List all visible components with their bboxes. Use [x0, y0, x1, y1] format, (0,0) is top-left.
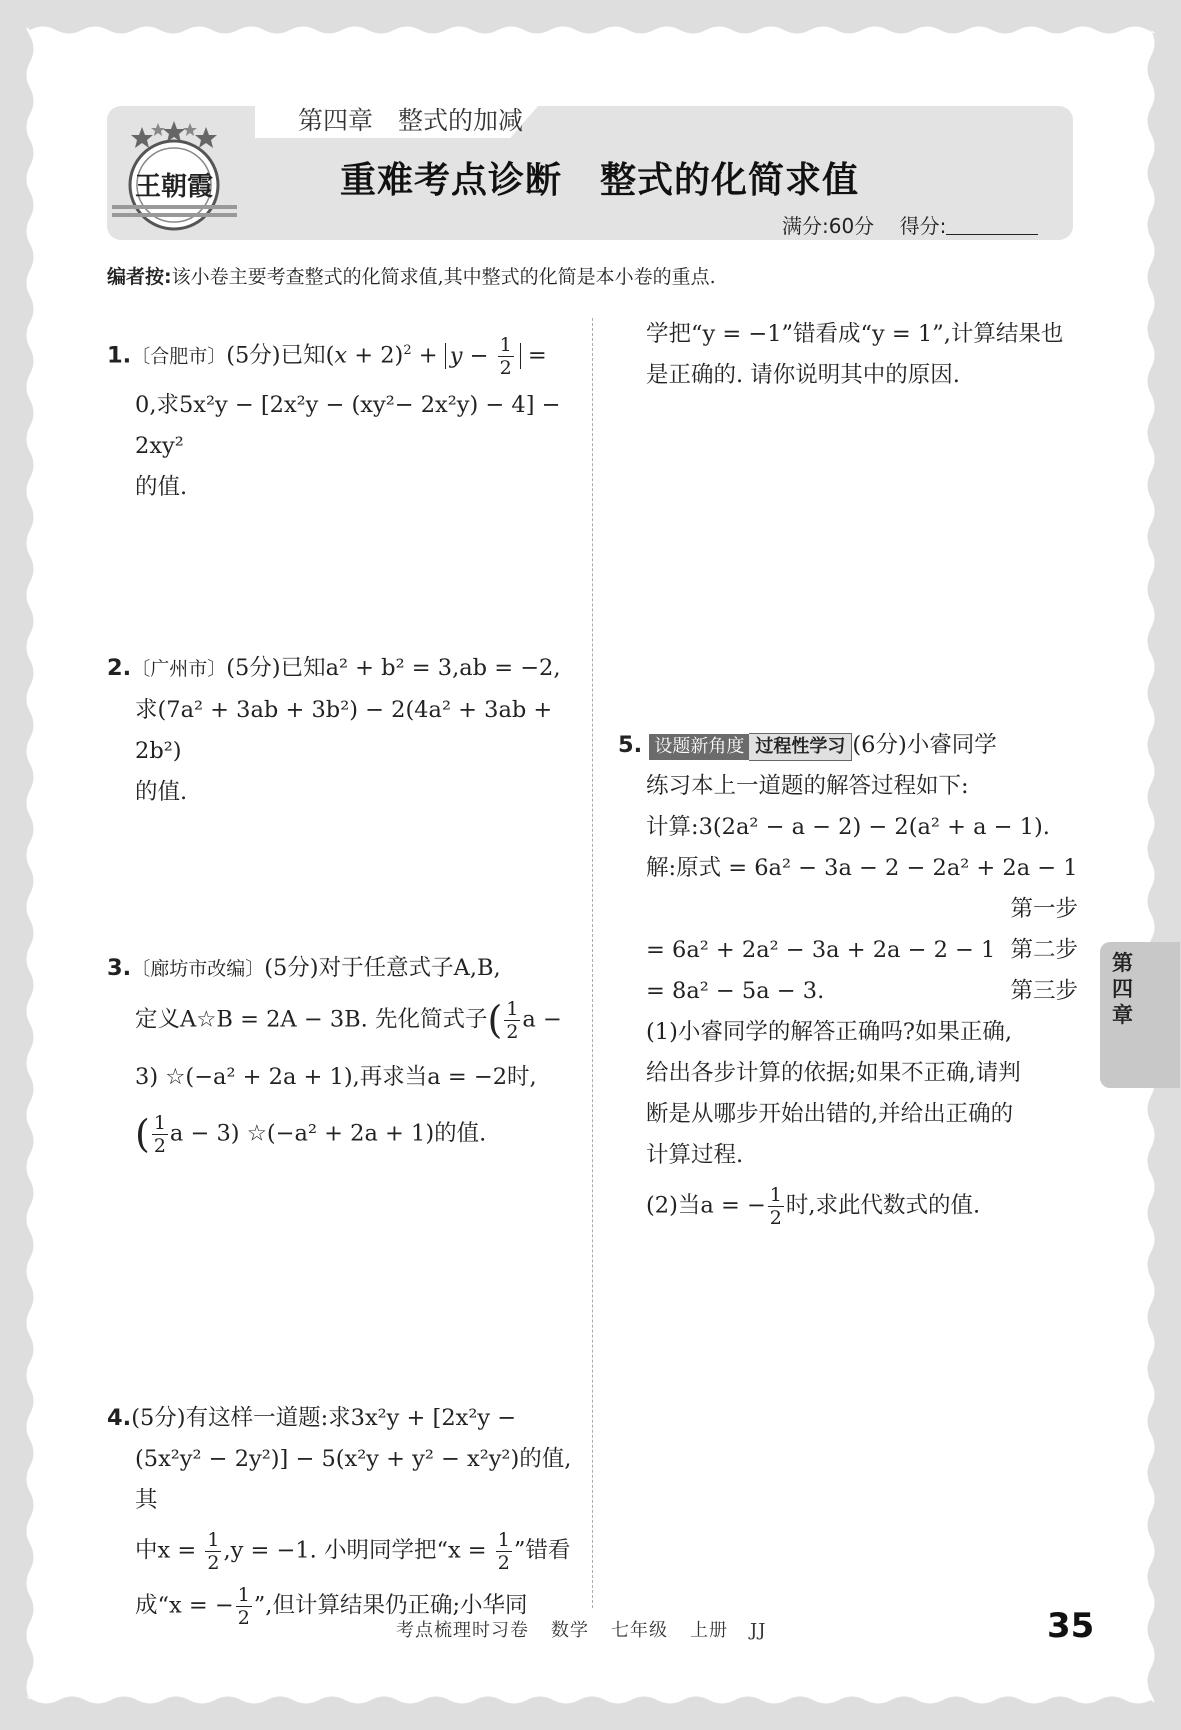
q3-text: a − 3) ☆(−a² + 2a + 1)的值.	[169, 1120, 487, 1147]
fraction	[496, 1529, 512, 1574]
q1-text: −	[462, 342, 496, 369]
fraction-den: 2	[769, 1207, 782, 1229]
score-blank	[946, 216, 1038, 235]
full-score: 满分:60分	[782, 214, 875, 238]
question-badge: 过程性学习	[749, 733, 852, 761]
fraction-num: 1	[506, 998, 519, 1020]
question-5	[618, 725, 1078, 1229]
question-number: 4.	[107, 1405, 132, 1431]
fraction-num: 1	[153, 1112, 166, 1134]
q2-text: 已知a² + b² = 3,ab = −2,	[280, 655, 561, 681]
q1-line: 的值.	[135, 474, 188, 500]
q5-line: 练习本上一道题的解答过程如下:	[646, 773, 969, 799]
q4-line: (5x²y² − 2y²)] − 5(x²y + y² − x²y²)的值,其	[135, 1446, 572, 1513]
question-number: 1.	[107, 342, 132, 369]
q3-text: a −	[522, 1006, 562, 1033]
chapter-side-label: 第四章	[1112, 951, 1133, 1027]
question-number: 2.	[107, 655, 132, 681]
q5-step-label: 第一步	[1010, 896, 1078, 922]
question-2	[107, 648, 577, 813]
question-number: 3.	[107, 955, 132, 981]
q5-line: 计算:3(2a² − a − 2) − 2(a² + a − 1).	[646, 814, 1050, 840]
fraction-num: 1	[237, 1584, 250, 1606]
q5-line: 断是从哪步开始出错的,并给出正确的	[646, 1101, 1014, 1127]
q4-line: 学把“y = −1”错看成“y = 1”,计算结果也	[646, 321, 1064, 347]
question-1: 1.〔合肥市〕(5分)已知$(x + 2)^2 + y$ − $\frac{1}{2}$ = 0,求5x²y − [2x²y − (xy²− 2x²y) − 4] − 2xy² 的值.	[107, 330, 577, 508]
logo-lettering: 王朝霞	[134, 172, 214, 202]
q5-line: (1)小睿同学的解答正确吗?如果正确,	[646, 1019, 1013, 1045]
editor-note-text: 该小卷主要考查整式的化简求值,其中整式的化简是本小卷的重点.	[171, 266, 716, 288]
question-source: 〔廊坊市改编〕	[131, 958, 265, 980]
q5-line: 解:原式 = 6a² − 3a − 2 − 2a² + 2a − 1	[646, 855, 1078, 881]
question-4-continued	[646, 314, 1086, 396]
q1-line: 0,求5x²y − [2x²y − (xy²− 2x²y) − 4] − 2xy²	[135, 392, 561, 459]
q5-line: 给出各步计算的依据;如果不正确,请判	[646, 1060, 1021, 1086]
q2-line: 的值.	[135, 779, 188, 805]
page-number: 35	[1047, 1606, 1095, 1646]
fraction-den: 2	[499, 357, 512, 379]
question-points: (5分)	[226, 342, 281, 369]
footer-grade: 七年级	[611, 1620, 668, 1641]
fraction	[498, 334, 514, 379]
q5-line: = 8a² − 5a − 3.	[646, 978, 825, 1004]
fraction	[504, 998, 520, 1043]
q1-text: +	[411, 342, 445, 369]
q5-line: = 6a² + 2a² − 3a + 2a − 2 − 1	[646, 937, 996, 963]
column-divider	[592, 318, 593, 1608]
fraction	[236, 1584, 252, 1629]
q5-line: 计算过程.	[646, 1142, 744, 1168]
q3-text: 对于任意式子A,B,	[318, 955, 501, 981]
fraction	[205, 1529, 221, 1574]
score-line	[782, 210, 1038, 239]
footer-volume: 上册	[690, 1620, 728, 1641]
question-source: 〔合肥市〕	[131, 345, 227, 368]
q1-text: + 2)	[347, 342, 404, 369]
fraction-num: 1	[497, 1529, 510, 1551]
q4-line: 是正确的. 请你说明其中的原因.	[646, 362, 960, 388]
footer-subject: 数学	[551, 1620, 589, 1641]
question-points: (5分)	[131, 1405, 186, 1431]
editor-note-label: 编者按:	[107, 266, 172, 288]
q1-text: =	[520, 342, 547, 369]
question-3: 3.〔廊坊市改编〕(5分)对于任意式子A,B, 定义A☆B = 2A − 3B. 先化简式子( $\frac{1}{2}$ a − 3) ☆(−a² + 2a + 1),再求当a = −2时, ( $\frac{1}{2}$ a − 3) ☆(−a² + 2a + 1)的值.	[107, 948, 577, 1157]
chapter-label: 第四章 整式的加减	[298, 106, 524, 135]
q5-text: (2)当a = −	[646, 1192, 766, 1219]
q4-text: ”错看	[513, 1537, 571, 1564]
title-topic: 整式的化简求值	[600, 160, 860, 201]
footer-book: 考点梳理时习卷	[396, 1620, 529, 1641]
q1-text: 已知(	[280, 342, 335, 369]
q4-text: 有这样一道题:求3x²y + [2x²y −	[185, 1405, 517, 1431]
footer	[396, 1616, 788, 1642]
fraction-den: 2	[497, 1552, 510, 1574]
q5-text: 小睿同学	[906, 732, 997, 758]
brand-logo	[112, 117, 237, 232]
fraction	[152, 1112, 168, 1157]
question-points: (6分)	[852, 732, 907, 758]
question-points: (5分)	[226, 655, 281, 681]
question-4	[107, 1398, 582, 1629]
fraction-num: 1	[499, 334, 512, 356]
question-points: (5分)	[264, 955, 319, 981]
fraction	[768, 1184, 784, 1229]
editor-note	[107, 262, 716, 289]
q5-step-label: 第三步	[1010, 978, 1078, 1004]
q4-text: 中x =	[135, 1537, 204, 1564]
q4-text: 成“x = −	[135, 1592, 234, 1619]
question-badge: 设题新角度	[649, 734, 749, 760]
fraction-den: 2	[506, 1021, 519, 1043]
page-title	[340, 152, 859, 203]
q3-text: 定义A☆B = 2A − 3B. 先化简式子	[135, 1006, 488, 1033]
q1-abs	[445, 334, 521, 379]
q4-text: ”,但计算结果仍正确;小华同	[253, 1592, 528, 1619]
q1-var: y	[449, 342, 463, 369]
q4-text: ,y = −1. 小明同学把“x =	[223, 1537, 494, 1564]
q2-line: 求(7a² + 3ab + 3b²) − 2(4a² + 3ab + 2b²)	[135, 697, 553, 764]
question-source: 〔广州市〕	[131, 658, 227, 680]
fraction-den: 2	[237, 1607, 250, 1629]
fraction-num: 1	[207, 1529, 220, 1551]
q3-line: 3) ☆(−a² + 2a + 1),再求当a = −2时,	[135, 1064, 537, 1090]
score-label: 得分:	[899, 214, 947, 238]
title-main: 重难考点诊断	[340, 160, 563, 201]
fraction-den: 2	[153, 1135, 166, 1157]
q5-text: 时,求此代数式的值.	[785, 1192, 981, 1219]
q1-var: x	[334, 342, 348, 369]
footer-edition: JJ	[750, 1620, 767, 1641]
fraction-den: 2	[207, 1552, 220, 1574]
fraction-num: 1	[769, 1184, 782, 1206]
question-number: 5.	[618, 732, 643, 758]
q5-step-label: 第二步	[1010, 937, 1078, 963]
